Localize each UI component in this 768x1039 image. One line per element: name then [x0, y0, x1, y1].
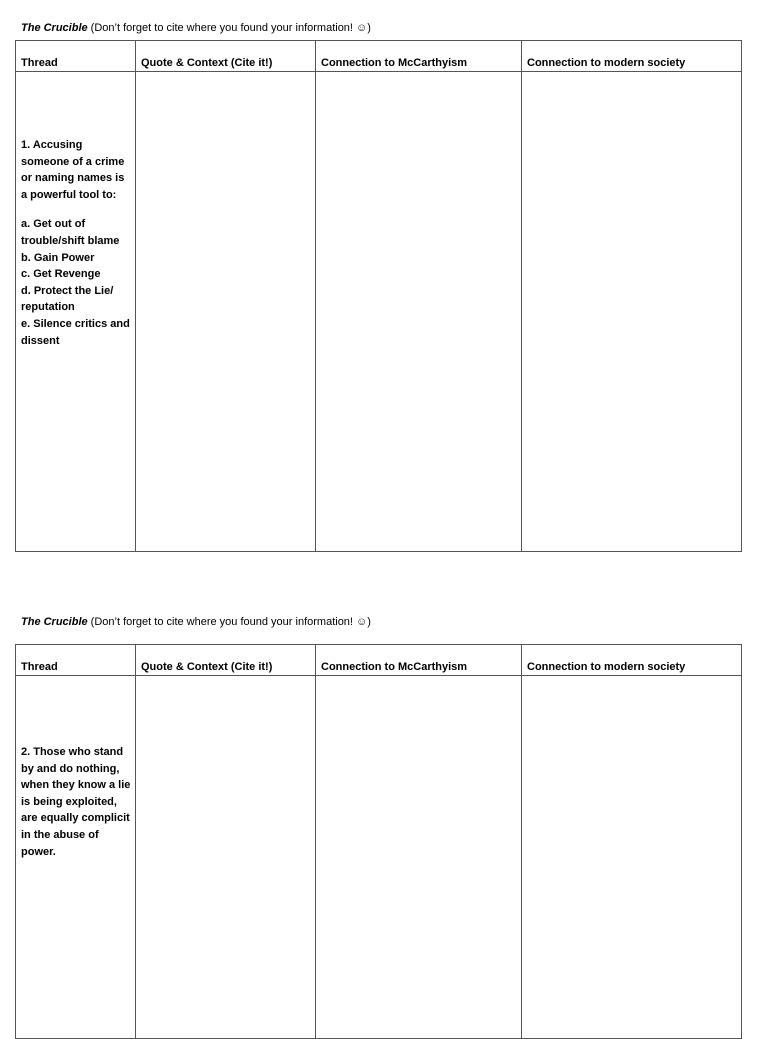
thread-cell — [21, 744, 133, 860]
thread-list-item: d. Protect the Lie/ reputation — [21, 284, 114, 314]
column-divider — [521, 645, 522, 1038]
thread-list-item: b. Gain Power — [21, 251, 95, 264]
worksheet-title: The Crucible — [21, 616, 88, 628]
worksheet-2-table — [15, 644, 742, 1039]
worksheet-note: (Don’t forget to cite where you found your information! ☺) — [87, 22, 371, 34]
column-header-modern-society: Connection to modern society — [527, 57, 686, 69]
column-header-thread: Thread — [21, 661, 58, 673]
thread-intro: 1. Accusing someone of a crime or naming names is a powerful tool to: — [21, 139, 125, 201]
worksheet-title: The Crucible — [21, 22, 88, 34]
column-divider — [135, 41, 136, 551]
thread-list-item: a. Get out of trouble/shift blame — [21, 218, 120, 247]
column-divider — [315, 41, 316, 551]
column-header-thread: Thread — [21, 57, 58, 69]
worksheet-1-table — [15, 40, 742, 552]
column-header-mccarthyism: Connection to McCarthyism — [321, 57, 468, 69]
column-header-quote-context: Quote & Context (Cite it!) — [141, 661, 273, 673]
column-header-quote-context: Quote & Context (Cite it!) — [141, 57, 273, 69]
column-header-modern-society: Connection to modern society — [527, 661, 686, 673]
column-divider — [521, 41, 522, 551]
worksheet-1-header — [21, 21, 371, 35]
thread-list-item: e. Silence critics and dissent — [21, 317, 130, 347]
worksheet-note: (Don’t forget to cite where you found your information! ☺) — [87, 616, 371, 628]
column-divider — [315, 645, 316, 1038]
column-divider — [135, 645, 136, 1038]
worksheet-2-header — [21, 615, 371, 629]
column-header-mccarthyism: Connection to McCarthyism — [321, 661, 468, 673]
thread-intro: 2. Those who stand by and do nothing, when they know a lie is being exploited, are equally complicit in the abuse of power. — [21, 746, 131, 858]
thread-cell — [21, 137, 133, 349]
thread-list-item: c. Get Revenge — [21, 268, 101, 281]
